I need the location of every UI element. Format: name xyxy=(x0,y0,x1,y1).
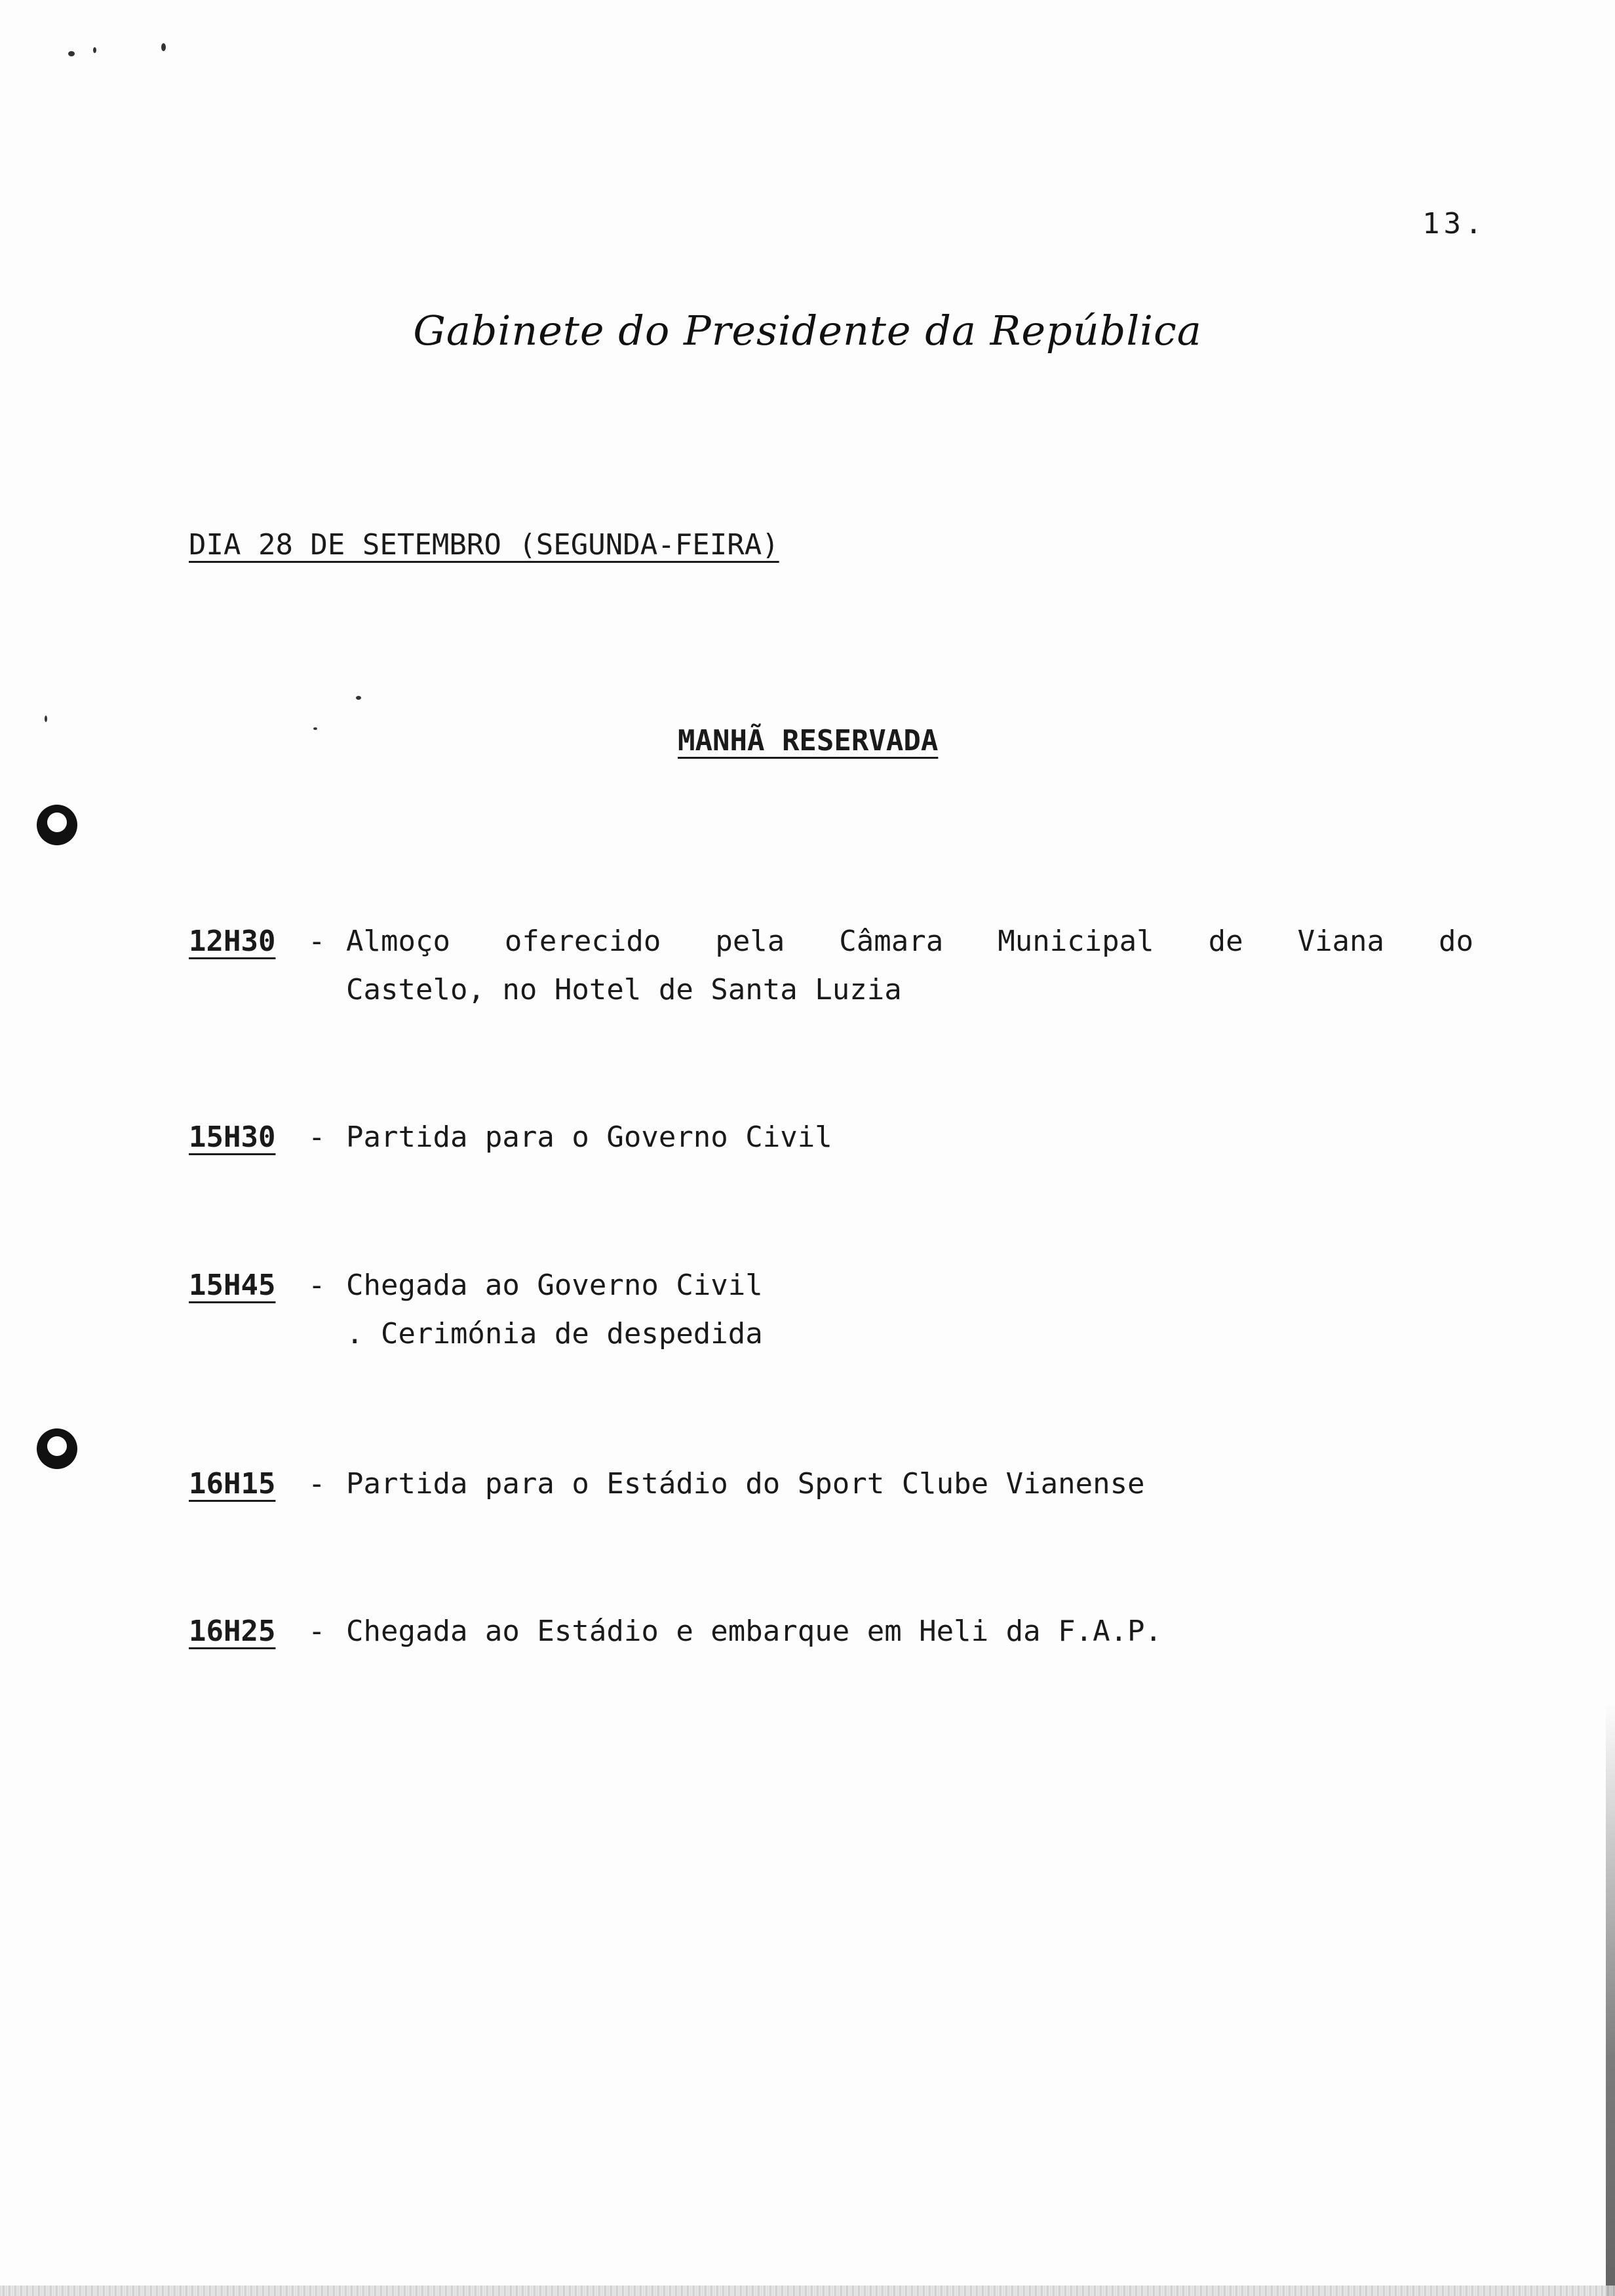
entry-separator: - xyxy=(308,1120,326,1154)
entry-text: Chegada ao Governo Civil xyxy=(346,1269,763,1302)
entry-text-continued: Castelo, no Hotel de Santa Luzia xyxy=(346,973,902,1006)
entry-text: Partida para o Governo Civil xyxy=(346,1120,832,1154)
scan-speck xyxy=(313,727,317,730)
schedule-entry xyxy=(189,1261,1473,1360)
entry-separator: - xyxy=(308,1615,326,1648)
entry-text: Partida para o Estádio do Sport Clube Vianense xyxy=(346,1467,1145,1501)
scan-edge-shadow xyxy=(1606,1704,1615,2296)
schedule-entry xyxy=(189,1607,1473,1657)
entry-time: 12H30 xyxy=(189,925,276,958)
scan-speck xyxy=(161,43,166,51)
entry-text: Almoço oferecido pela Câmara Municipal de Viana do xyxy=(346,925,1473,958)
page-number: 13. xyxy=(1422,207,1487,240)
entry-separator: - xyxy=(308,1269,326,1302)
scan-edge-noise xyxy=(0,2286,1615,2296)
entry-time: 16H25 xyxy=(189,1615,276,1648)
entry-time: 16H15 xyxy=(189,1467,276,1501)
scan-speck xyxy=(93,47,96,53)
entry-text: Chegada ao Estádio e embarque em Heli da F.A.P. xyxy=(346,1615,1163,1648)
entry-separator: - xyxy=(308,1467,326,1501)
entry-separator: - xyxy=(308,925,326,958)
letterhead: Gabinete do Presidente da República xyxy=(413,307,1202,354)
entry-time: 15H30 xyxy=(189,1120,276,1154)
punch-hole xyxy=(37,805,77,845)
punch-hole xyxy=(37,1428,77,1469)
scan-speck xyxy=(45,716,47,722)
scan-speck xyxy=(68,51,75,56)
entry-time: 15H45 xyxy=(189,1269,276,1302)
schedule-entry xyxy=(189,1460,1473,1510)
morning-note: MANHÃ RESERVADA xyxy=(678,724,939,757)
schedule-entry xyxy=(189,1113,1473,1163)
day-heading: DIA 28 DE SETEMBRO (SEGUNDA-FEIRA) xyxy=(189,528,779,562)
entry-detail: . Cerimónia de despedida xyxy=(346,1317,763,1350)
schedule-entry xyxy=(189,917,1473,1016)
scan-speck xyxy=(356,696,361,700)
